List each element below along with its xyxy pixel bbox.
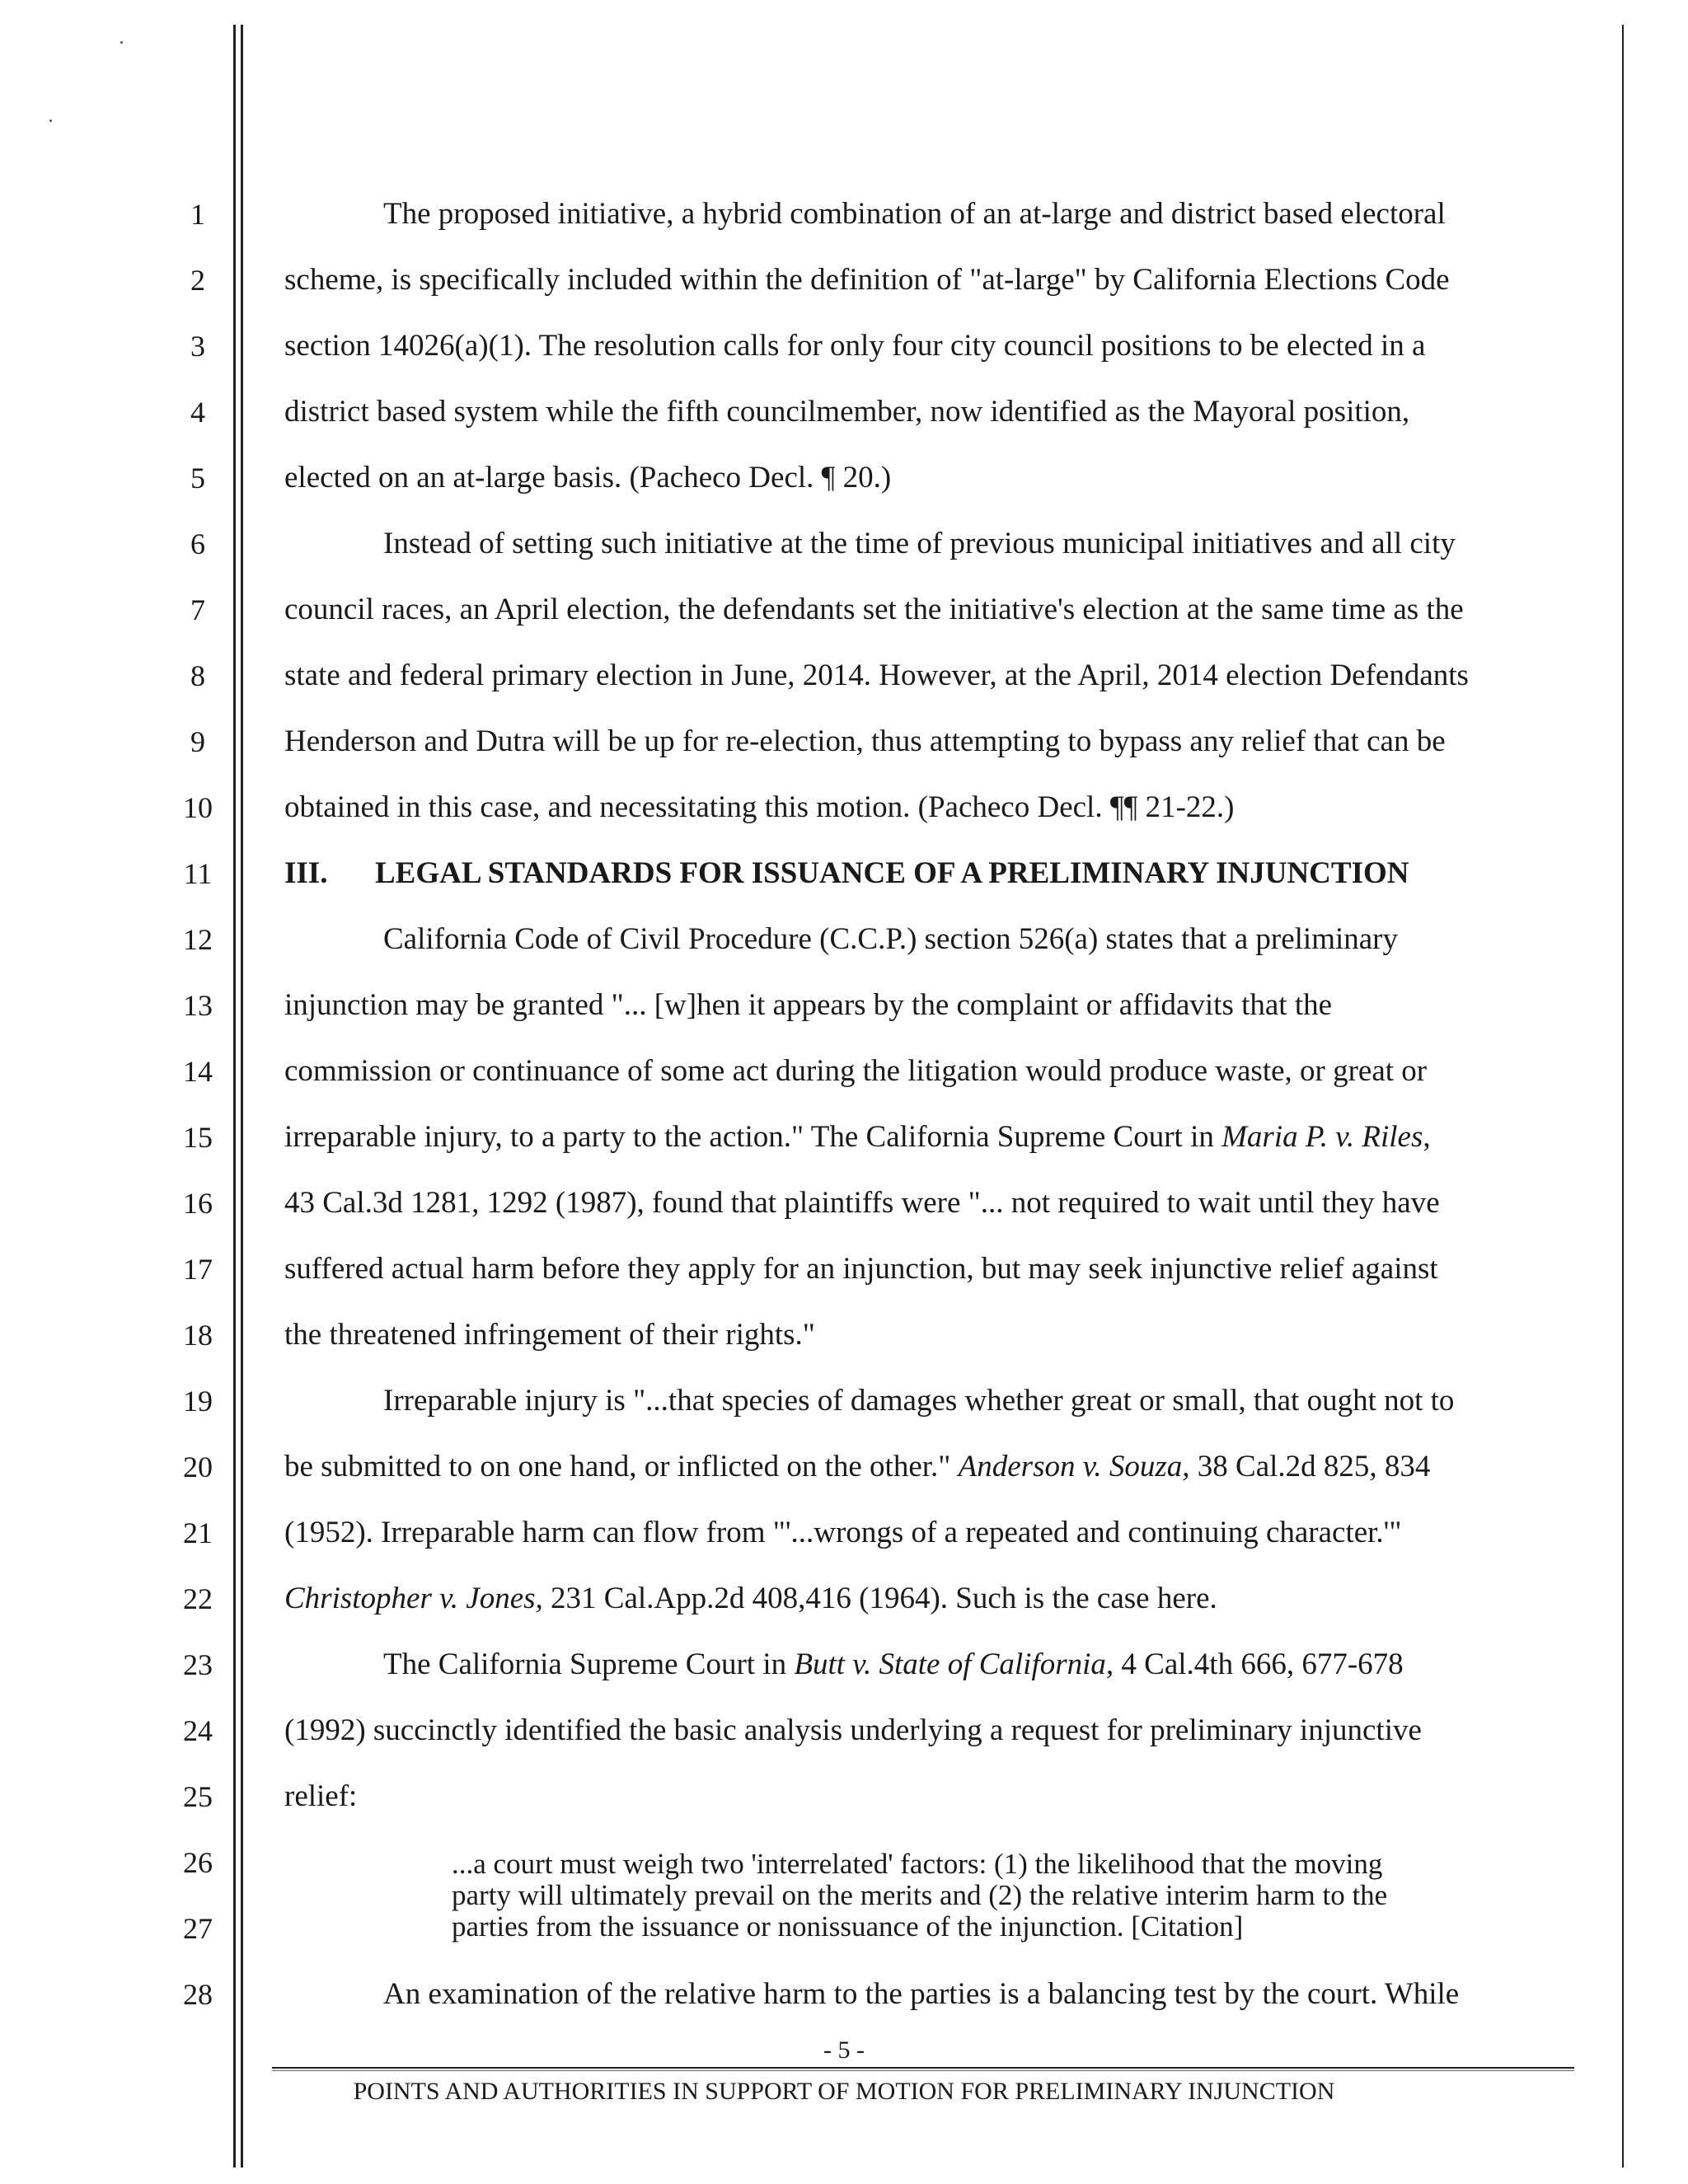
body-line [284, 1581, 1603, 1617]
body-line: California Code of Civil Procedure (C.C.P.) section 526(a) states that a preliminary [383, 922, 1398, 956]
line-number: 19 [183, 1385, 213, 1418]
scan-speck [120, 41, 123, 44]
page-number: - 5 - [823, 2036, 865, 2064]
section-number: III. [284, 856, 328, 890]
line-number: 22 [183, 1582, 213, 1615]
body-line: 43 Cal.3d 1281, 1292 (1987), found that plaintiffs were "... not required to wait until they have [284, 1186, 1440, 1220]
line-number: 2 [190, 264, 205, 297]
body-line: injunction may be granted "... [w]hen it appears by the complaint or affidavits that the [284, 988, 1333, 1022]
body-line: suffered actual harm before they apply for an injunction, but may seek injunctive relief against [284, 1252, 1438, 1286]
footer-rule-lower [272, 2070, 1574, 2071]
line-number: 13 [183, 989, 213, 1022]
body-line: section 14026(a)(1). The resolution calls for only four city council positions to be elected in a [284, 329, 1426, 363]
section-heading [284, 855, 1603, 892]
line-number: 23 [183, 1648, 213, 1681]
line-number: 10 [183, 791, 213, 824]
line-number: 12 [183, 923, 213, 956]
line-number: 3 [190, 330, 205, 363]
scan-speck [49, 120, 52, 122]
body-line: The proposed initiative, a hybrid combination of an at-large and district based electoral [383, 197, 1446, 231]
footer-rule [272, 2067, 1574, 2069]
text-run: , [1423, 1120, 1431, 1154]
line-number: 26 [183, 1846, 213, 1879]
case-citation: Christopher v. Jones, [284, 1582, 543, 1615]
line-number: 5 [190, 462, 205, 494]
body-line: relief: [284, 1779, 358, 1813]
text-run: be submitted to on one hand, or inflicted on the other." [284, 1450, 959, 1483]
quote-line: party will ultimately prevail on the merits and (2) the relative interim harm to the [452, 1879, 1388, 1911]
line-number: 11 [183, 857, 213, 890]
body-line [284, 1647, 1688, 1683]
line-number: 20 [183, 1451, 213, 1483]
body-line: Irreparable injury is "...that species of damages whether great or small, that ought not to [383, 1384, 1455, 1418]
line-number: 25 [183, 1780, 213, 1813]
body-line: (1952). Irreparable harm can flow from "'...wrongs of a repeated and continuing character.'" [284, 1516, 1402, 1549]
body-line: council races, an April election, the defendants set the initiative's election at the same time as the [284, 593, 1464, 626]
case-citation: Maria P. v. Riles [1221, 1120, 1423, 1154]
quote-line: parties from the issuance or nonissuance of the injunction. [Citation] [452, 1910, 1244, 1943]
text-run: The California Supreme Court in [383, 1647, 795, 1681]
body-line: (1992) succinctly identified the basic analysis underlying a request for preliminary injunctive [284, 1713, 1422, 1747]
line-number: 7 [190, 593, 205, 626]
body-line: elected on an at-large basis. (Pacheco Decl. ¶ 20.) [284, 461, 892, 494]
body-line: commission or continuance of some act during the litigation would produce waste, or great or [284, 1054, 1428, 1088]
text-run: 231 Cal.App.2d 408,416 (1964). Such is the case here. [542, 1582, 1217, 1615]
case-citation: Anderson v. Souza, [958, 1450, 1190, 1483]
case-citation: Butt v. State of California, [794, 1647, 1114, 1681]
body-line: district based system while the fifth councilmember, now identified as the Mayoral position, [284, 395, 1410, 429]
body-line: An examination of the relative harm to the parties is a balancing test by the court. While [383, 1977, 1460, 2011]
line-number: 27 [183, 1912, 213, 1945]
line-number: 8 [190, 659, 205, 692]
body-line: the threatened infringement of their rights." [284, 1318, 815, 1352]
body-line: Henderson and Dutra will be up for re-election, thus attempting to bypass any relief that can be [284, 724, 1446, 758]
text-run: irreparable injury, to a party to the action." The California Supreme Court in [284, 1120, 1222, 1154]
section-title: LEGAL STANDARDS FOR ISSUANCE OF A PRELIMINARY INJUNCTION [375, 856, 1409, 890]
line-number: 16 [183, 1187, 213, 1220]
quote-line: ...a court must weigh two 'interrelated' factors: (1) the likelihood that the moving [452, 1848, 1383, 1880]
body-line: obtained in this case, and necessitating this motion. (Pacheco Decl. ¶¶ 21-22.) [284, 790, 1235, 824]
line-number: 15 [183, 1121, 213, 1154]
body-line: scheme, is specifically included within the definition of "at-large" by California Elections Code [284, 263, 1450, 297]
line-number: 24 [183, 1714, 213, 1747]
line-number: 18 [183, 1319, 213, 1352]
line-number: 28 [183, 1978, 213, 2011]
line-number: 9 [190, 725, 205, 758]
document-footer-title: POINTS AND AUTHORITIES IN SUPPORT OF MOTION FOR PRELIMINARY INJUNCTION [353, 2078, 1335, 2105]
line-number: 4 [190, 396, 205, 429]
line-number: 1 [190, 198, 205, 231]
body-line [284, 1119, 1603, 1155]
line-number: 21 [183, 1516, 213, 1549]
line-number: 6 [190, 527, 205, 560]
text-run: 4 Cal.4th 666, 677-678 [1114, 1647, 1404, 1681]
text-run: 38 Cal.2d 825, 834 [1189, 1450, 1431, 1483]
body-line: state and federal primary election in June, 2014. However, at the April, 2014 election Defendants [284, 658, 1469, 692]
line-number: 17 [183, 1253, 213, 1286]
right-margin-rule [1622, 25, 1624, 2168]
body-line [284, 1449, 1603, 1485]
line-number: 14 [183, 1055, 213, 1088]
body-line: Instead of setting such initiative at the time of previous municipal initiatives and all city [383, 527, 1456, 560]
